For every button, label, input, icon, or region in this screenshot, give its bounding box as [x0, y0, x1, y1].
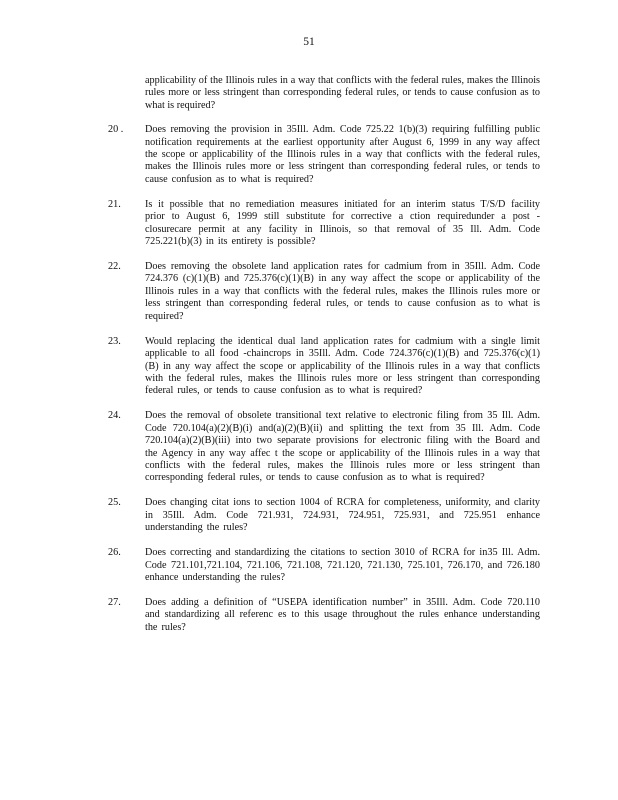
question-item	[108, 547, 540, 584]
question-number: 24.	[108, 410, 121, 422]
question-number: 20 .	[108, 124, 124, 136]
question-text: Would replacing the identical dual land application rates for cadmium with a single limit applicable to all food -chaincrops in 35Ill. Adm. Code 724.376(c)(1)(B) and 725.376(c)(1)(B) in any way affect the scope or applicability of the Illinois rules in a way that conflicts with the federal rules, makes the Illinois rules more or less stringent than corresponding federal rules, or tends to cause confusion as to what is required?	[145, 335, 540, 397]
question-number: 21.	[108, 198, 121, 210]
question-item	[108, 199, 540, 249]
question-text: Is it possible that no remediation measures initiated for an interim status T/S/D facility prior to August 6, 1999 still substitute for corrective a ction requiredunder a post -closurecare permit at any facility in Illinois, so that removal of 35 Ill. Adm. Code 725.221(b)(3) in its entirety is possible?	[145, 198, 540, 248]
page-number: 51	[303, 36, 315, 48]
question-item	[108, 597, 540, 634]
question-text: Does correcting and standardizing the citations to section 3010 of RCRA for in35 Ill. Adm. Code 721.101,721.104, 721.106, 721.108, 721.120, 721.130, 725.101, 726.170, and 726.180 enhance understanding the rules?	[145, 547, 540, 583]
question-item	[108, 497, 540, 534]
question-number: 27.	[108, 596, 121, 608]
question-text: Does adding a definition of “USEPA identification number” in 35Ill. Adm. Code 720.110 and standardizing all referenc es to this usage throughout the rules enhance understanding the rules?	[145, 596, 540, 633]
question-number: 25.	[108, 497, 121, 509]
question-text: Does removing the provision in 35Ill. Adm. Code 725.22 1(b)(3) requiring fulfilling public notification requirements at the earliest opportunity after August 6, 1999 in any way affect the scope or applicability of the Illinois rules in a way that conflicts with the federal rules, makes the Illinois rules more or less stringent than corresponding federal rules, or tends to cause confusion as to what is required?	[145, 124, 540, 185]
question-item	[108, 410, 540, 484]
question-number: 26.	[108, 547, 121, 559]
question-text: Does removing the obsolete land application rates for cadmium from in 35Ill. Adm. Code 724.376 (c)(1)(B) and 725.376(c)(1)(B) in any way affect the scope or applicability of the Illinois rules in a way that conflicts with the federal rules, makes the Illinois rules more or less stringent than corresponding federal rules, or tends to cause confusion as to what is required?	[145, 261, 540, 322]
question-text: Does changing citat ions to section 1004 of RCRA for completeness, uniformity, and clarity in 35Ill. Adm. Code 721.931, 724.931, 724.951, 725.931, and 725.951 enhance understanding the rules?	[145, 497, 540, 534]
continued-paragraph: applicability of the Illinois rules in a way that conflicts with the federal rules, makes the Illinois rules more or less stringent than corresponding federal rules, or tends to cause confusion as to what is required?	[145, 75, 540, 111]
question-text: Does the removal of obsolete transitional text relative to electronic filing from 35 Ill. Adm. Code 720.104(a)(2)(B)(i) and(a)(2)(B)(ii) and splitting the text from 35 Ill. Adm. Code 720.104(a)(2)(B)(iii) into two separate provisions for electronic filing with the Board and the Agency in any way affec t the scope or applicability of the Illinois rules in a way that conflicts with the federal rules, makes the Illinois rules more or less stringent than corresponding federal rules, or tends to cause confusion as to what is required?	[145, 410, 540, 484]
question-item	[108, 336, 540, 398]
page-content	[108, 75, 540, 647]
question-item	[108, 261, 540, 323]
question-number: 22.	[108, 261, 121, 273]
question-number: 23.	[108, 335, 121, 347]
question-item	[108, 124, 540, 186]
